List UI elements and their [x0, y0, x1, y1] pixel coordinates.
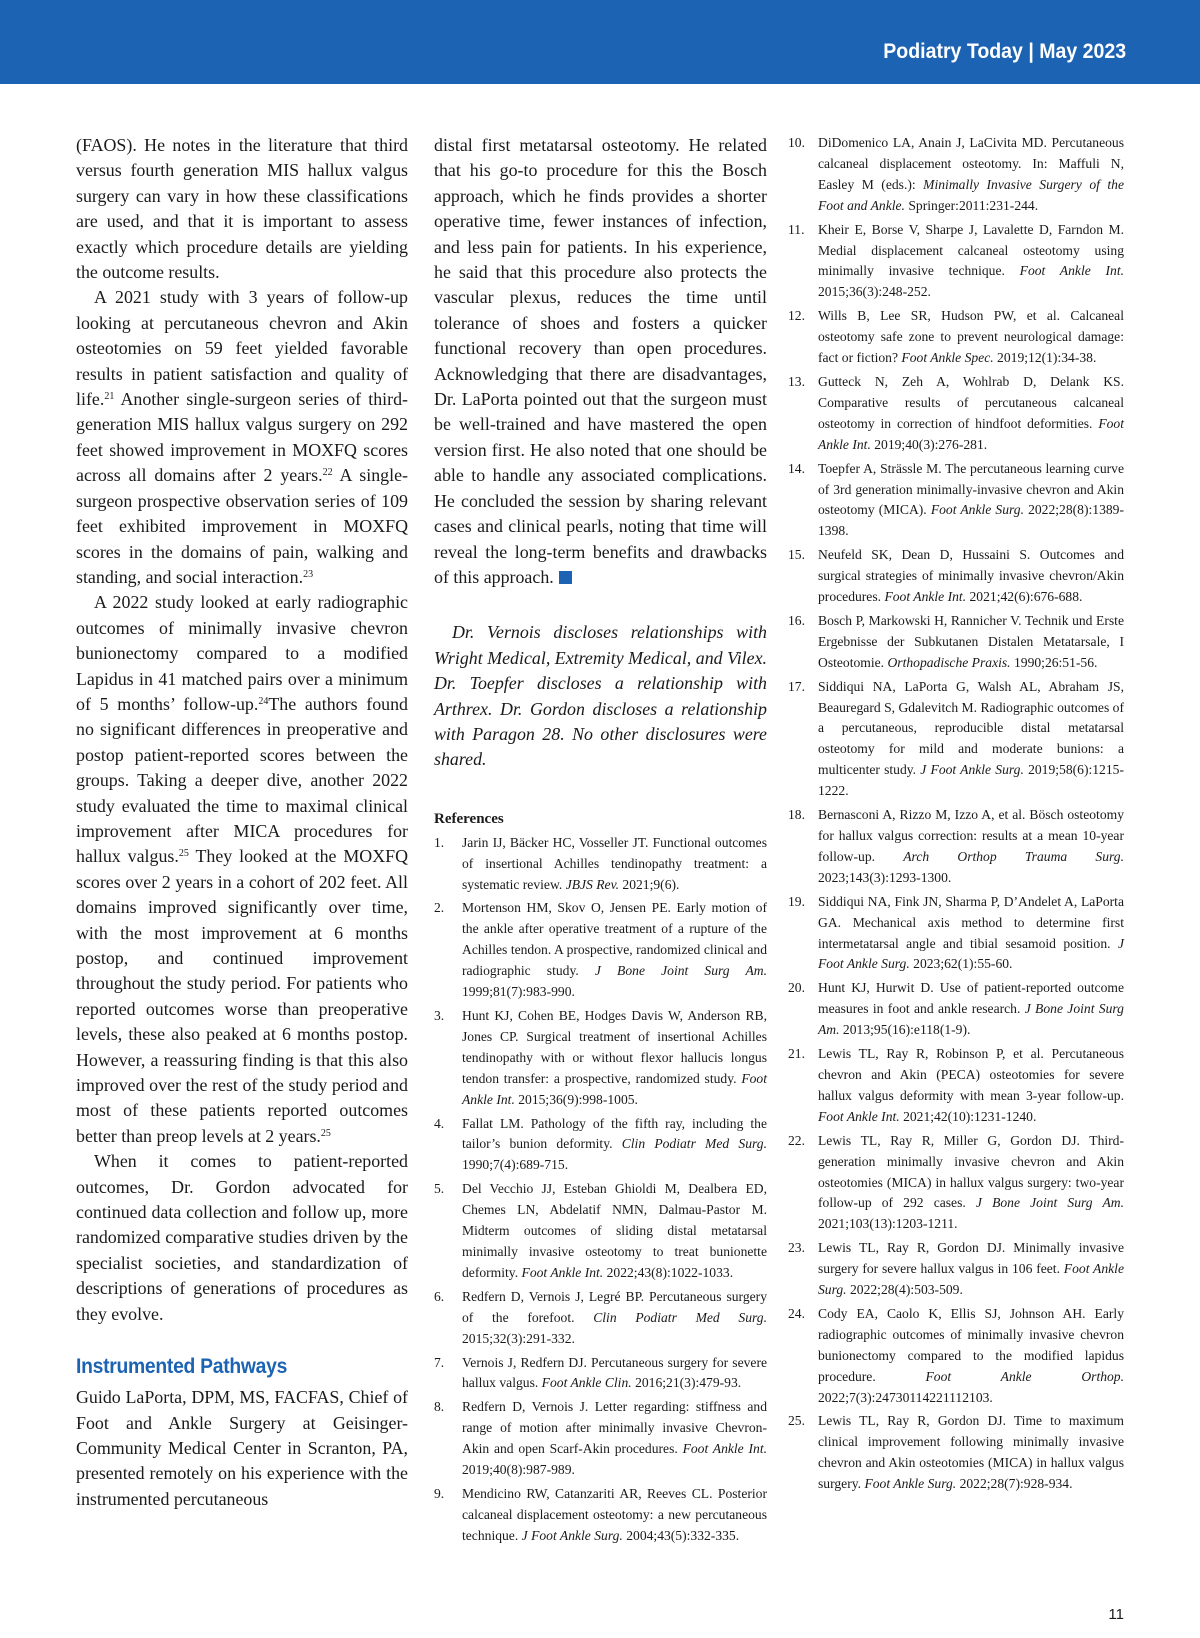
- reference-number: 22.: [788, 1132, 805, 1148]
- reference-item: 4. Fallat LM. Pathology of the fifth ray, including the tailor’s bunion deformity. Clin Podiatr Med Surg. 1990;7(4):689-715.: [434, 1115, 767, 1173]
- page-number: 11: [1108, 1606, 1124, 1623]
- journal-title: Foot Ankle Surg.: [864, 1476, 957, 1492]
- reference-item: 25. Lewis TL, Ray R, Gordon DJ. Time to maximum clinical improvement following minimally invasive chevron and Akin osteotomies (MICA) in hallux valgus surgery. Foot Ankle Surg. 2022;28(7):928-934.: [788, 1413, 1124, 1492]
- citation-superscript: 22: [322, 467, 333, 479]
- reference-item: 6. Redfern D, Vernois J, Legré BP. Percutaneous surgery of the forefoot. Clin Podiatr Med Surg. 2015;32(3):291-332.: [434, 1288, 767, 1346]
- reference-number: 10.: [788, 135, 805, 150]
- reference-number: 12.: [788, 308, 805, 324]
- reference-item: 22. Lewis TL, Ray R, Miller G, Gordon DJ. Third-generation minimally invasive chevron and Akin osteotomies (MICA) in hallux valgus surgery: two-year follow-up of 292 cases. J Bone Joint Surg Am. 2021;103(13):1203-1211.: [788, 1132, 1124, 1232]
- journal-title: Foot Ankle Spec.: [901, 350, 994, 366]
- reference-number: 3.: [434, 1008, 445, 1023]
- reference-number: 4.: [434, 1115, 445, 1131]
- end-of-article-mark: [559, 571, 572, 584]
- journal-title: Orthopadische Praxis.: [887, 654, 1011, 670]
- reference-list: [788, 133, 1124, 1495]
- body-paragraph: A 2022 study looked at early radiographic outcomes of minimally invasive chevron bunionectomy compared to a modified Lapidus in 41 matched pairs over a minimum of 5 months’ follow-up.$^{24}$The authors found no significant differences in preoperative and postop patient-reported scores between the groups. Taking a deeper dive, another 2022 study evaluated the time to maximal clinical improvement after MICA procedures for hallux valgus.$^{25}$ They looked at the MOXFQ scores over 2 years in a cohort of 202 feet. All domains improved significantly over time, with the most improvement at 6 months postop, and continued improvement throughout the study period. For patients who reported outcomes worse than preoperative levels, these also peaked at 6 months postop. However, a reassuring finding is that this also improved over the rest of the study period and most of these patients reported outcomes better than preop levels at 2 years.$^{25}$: [76, 592, 409, 1146]
- journal-title: Foot Ankle Int.: [818, 1108, 900, 1124]
- reference-item: 16. Bosch P, Markowski H, Rannicher V. Technik und Erste Ergebnisse der Subkutanen Distalen Metatarsale, I Osteotomie. Orthopadische Praxis. 1990;26:51-56.: [788, 612, 1124, 670]
- reference-item: 2. Mortenson HM, Skov O, Jensen PE. Early motion of the ankle after operative treatment of a rupture of the Achilles tendon. A prospective, randomized clinical and radiographic study. J Bone Joint Surg Am. 1999;81(7):983-990.: [434, 900, 767, 1000]
- journal-title: Foot Ankle Int.: [682, 1441, 767, 1457]
- body-paragraph: Guido LaPorta, DPM, MS, FACFAS, Chief of Foot and Ankle Surgery at Geisinger-Community Medical Center in Scranton, PA, presented remotely on his experience with the instrumented percutaneous: [76, 1387, 408, 1509]
- body-paragraph: (FAOS). He notes in the literature that third versus fourth generation MIS hallux valgus surgery can vary in how these classifications are used, and that it is important to assess exactly which procedure details are yielding the outcome results.: [76, 135, 408, 283]
- reference-item: 15. Neufeld SK, Dean D, Hussaini S. Outcomes and surgical strategies of minimally invasive chevron/Akin procedures. Foot Ankle Int. 2021;42(6):676-688.: [788, 547, 1124, 605]
- journal-title: J Foot Ankle Surg.: [920, 762, 1024, 778]
- reference-item: 12. Wills B, Lee SR, Hudson PW, et al. Calcaneal osteotomy safe zone to prevent neurological damage: fact or fiction? Foot Ankle Spec. 2019;12(1):34-38.: [788, 308, 1124, 366]
- column-3: [788, 133, 1124, 1498]
- reference-number: 23.: [788, 1240, 805, 1256]
- publication-header: Podiatry Today | May 2023: [883, 40, 1126, 63]
- reference-item: 5. Del Vecchio JJ, Esteban Ghioldi M, Dealbera ED, Chemes LN, Abdelatif NMN, Dalmau-Pastor M. Midterm outcomes of sliding distal metatarsal minimally invasive osteotomy to treat bunionette deformity. Foot Ankle Int. 2022;43(8):1022-1033.: [434, 1181, 767, 1280]
- reference-item: 14. Toepfer A, Strässle M. The percutaneous learning curve of 3rd generation minimally-invasive chevron and Akin osteotomy (MICA). Foot Ankle Surg. 2022;28(8):1389-1398.: [788, 460, 1124, 539]
- journal-title: Foot Ankle Int.: [818, 415, 1124, 452]
- journal-title: J Bone Joint Surg Am.: [818, 1001, 1124, 1038]
- reference-item: 20. Hunt KJ, Hurwit D. Use of patient-reported outcome measures in foot and ankle research. J Bone Joint Surg Am. 2013;95(16):e118(1-9).: [788, 980, 1124, 1038]
- journal-title: Foot Ankle Int.: [1019, 263, 1124, 279]
- reference-number: 8.: [434, 1399, 445, 1415]
- journal-title: Clin Podiatr Med Surg.: [593, 1309, 767, 1325]
- reference-number: 13.: [788, 373, 805, 389]
- reference-item: 17. Siddiqui NA, LaPorta G, Walsh AL, Abraham JS, Beauregard S, Gdalevitch M. Radiographic outcomes of a percutaneous, reproducible distal metatarsal osteotomy for mild and moderate bunions: a multicenter study. J Foot Ankle Surg. 2019;58(6):1215-1222.: [788, 678, 1124, 799]
- body-paragraph: distal first metatarsal osteotomy. He related that his go-to procedure for this the Bosch approach, which he finds provides a shorter operative time, fewer instances of infection, and less pain for patients. In his experience, he said that this procedure also protects the vascular plexus, reduces the time until tolerance of shoes and fosters a quicker functional recovery than open procedures. Acknowledging that there are disadvantages, Dr. LaPorta pointed out that the surgeon must be well-trained and have mastered the open version first. He also noted that one should be able to handle any associated complications. He concluded the session by sharing relevant cases and clinical pearls, noting that time will reveal the long-term benefits and drawbacks of this approach.: [434, 135, 767, 587]
- citation-superscript: 21: [104, 391, 115, 403]
- journal-title: J Foot Ankle Surg.: [818, 935, 1124, 972]
- reference-item: 7. Vernois J, Redfern DJ. Percutaneous surgery for severe hallux valgus. Foot Ankle Clin. 2016;21(3):479-93.: [434, 1354, 767, 1391]
- reference-number: 24.: [788, 1305, 805, 1321]
- journal-title: Foot Ankle Int.: [521, 1264, 604, 1280]
- reference-item: 24. Cody EA, Caolo K, Ellis SJ, Johnson AH. Early radiographic outcomes of minimally invasive chevron bunionectomy compared to the modified lapidus procedure. Foot Ankle Orthop. 2022;7(3):24730114221112103.: [788, 1305, 1125, 1405]
- reference-item: 1. Jarin IJ, Bäcker HC, Vosseller JT. Functional outcomes of insertional Achilles tendinopathy treatment: a systematic review. JBJS Rev. 2021;9(6).: [434, 834, 767, 892]
- reference-number: 16.: [788, 612, 805, 628]
- reference-item: 11. Kheir E, Borse V, Sharpe J, Lavalette D, Farndon M. Medial displacement calcaneal osteotomy using minimally invasive technique. Foot Ankle Int. 2015;36(3):248-252.: [788, 221, 1124, 300]
- reference-item: 10. DiDomenico LA, Anain J, LaCivita MD. Percutaneous calcaneal displacement osteotomy. In: Maffuli N, Easley M (eds.): Minimally Invasive Surgery of the Foot and Ankle. Springer:2011:231-244.: [788, 135, 1124, 213]
- reference-item: 21. Lewis TL, Ray R, Robinson P, et al. Percutaneous chevron and Akin (PECA) osteotomies for severe hallux valgus deformity with mean 3-year follow-up. Foot Ankle Int. 2021;42(10):1231-1240.: [788, 1046, 1124, 1124]
- journal-title: JBJS Rev.: [565, 876, 620, 892]
- journal-title: J Foot Ankle Surg.: [521, 1527, 623, 1543]
- reference-number: 1.: [434, 834, 445, 850]
- reference-number: 18.: [788, 807, 805, 823]
- reference-item: 13. Gutteck N, Zeh A, Wohlrab D, Delank KS. Comparative results of percutaneous calcaneal osteotomy in correction of hindfoot deformities. Foot Ankle Int. 2019;40(3):276-281.: [788, 373, 1124, 452]
- reference-number: 20.: [788, 980, 805, 996]
- references-heading: References: [434, 810, 504, 827]
- journal-title: Minimally Invasive Surgery of the Foot and Ankle.: [818, 176, 1124, 213]
- journal-title: Foot Ankle Surg.: [818, 1261, 1124, 1298]
- journal-title: Foot Ankle Int.: [462, 1070, 767, 1107]
- reference-item: 19. Siddiqui NA, Fink JN, Sharma P, D’Andelet A, LaPorta GA. Mechanical axis method to determine first intermetatarsal angle and tibial sesamoid position. J Foot Ankle Surg. 2023;62(1):55-60.: [788, 893, 1124, 972]
- disclosure-statement: Dr. Vernois discloses relationships with Wright Medical, Extremity Medical, and Vilex. Dr. Toepfer discloses a relationship with Arthrex. Dr. Gordon discloses a relationship with Paragon 28. No other disclosures were shared.: [434, 622, 767, 770]
- citation-superscript: 23: [303, 568, 314, 580]
- citation-superscript: 25: [320, 1127, 331, 1139]
- reference-number: 5.: [434, 1181, 445, 1197]
- reference-item: 3. Hunt KJ, Cohen BE, Hodges Davis W, Anderson RB, Jones CP. Surgical treatment of insertional Achilles tendinopathy with or without flexor hallucis longus tendon transfer: a prospective, randomized study. Foot Ankle Int. 2015;36(9):998-1005.: [434, 1008, 767, 1107]
- reference-number: 2.: [434, 900, 445, 916]
- journal-title: Foot Ankle Surg.: [930, 502, 1024, 518]
- journal-title: J Bone Joint Surg Am.: [594, 963, 767, 979]
- reference-number: 19.: [788, 893, 805, 909]
- header-bar: [0, 0, 1200, 84]
- citation-superscript: 25: [178, 848, 189, 860]
- reference-number: 21.: [788, 1046, 805, 1062]
- reference-number: 7.: [434, 1354, 445, 1370]
- journal-title: Foot Ankle Orthop.: [925, 1368, 1125, 1384]
- reference-item: 9. Mendicino RW, Catanzariti AR, Reeves CL. Posterior calcaneal displacement osteotomy: a new percutaneous technique. J Foot Ankle Surg. 2004;43(5):332-335.: [434, 1485, 767, 1543]
- reference-number: 25.: [788, 1413, 805, 1429]
- reference-item: 18. Bernasconi A, Rizzo M, Izzo A, et al. Bösch osteotomy for hallux valgus correction: results at a mean 10-year follow-up. Arch Orthop Trauma Surg. 2023;143(3):1293-1300.: [788, 807, 1124, 885]
- reference-item: 23. Lewis TL, Ray R, Gordon DJ. Minimally invasive surgery for severe hallux valgus in 106 feet. Foot Ankle Surg. 2022;28(4):503-509.: [788, 1240, 1124, 1298]
- journal-title: Clin Podiatr Med Surg.: [621, 1136, 767, 1152]
- journal-title: Arch Orthop Trauma Surg.: [903, 848, 1124, 864]
- column-2: [434, 133, 767, 1550]
- reference-number: 17.: [788, 678, 805, 694]
- journal-title: Foot Ankle Clin.: [541, 1375, 632, 1391]
- reference-list: [434, 833, 767, 1547]
- body-paragraph: When it comes to patient-reported outcomes, Dr. Gordon advocated for continued data collection and follow up, more randomized comparative studies driven by the specialist societies, and standardization of descriptions of generations of procedures as they evolve.: [76, 1151, 408, 1324]
- reference-number: 15.: [788, 547, 805, 563]
- journal-title: Foot Ankle Int.: [884, 589, 967, 605]
- reference-number: 9.: [434, 1485, 445, 1501]
- citation-superscript: 24: [258, 695, 269, 707]
- reference-number: 6.: [434, 1288, 445, 1304]
- body-paragraph: A 2021 study with 3 years of follow-up looking at percutaneous chevron and Akin osteotomies on 59 feet yielded favorable results in patient satisfaction and quality of life.$^{21}$ Another single-surgeon series of third-generation MIS hallux valgus surgery on 292 feet showed improvement in MOXFQ scores across all domains after 2 years.$^{22}$ A single-surgeon prospective observation series of 109 feet exhibited improvement in MOXFQ scores in the domains of pain, walking and standing, and social interaction.$^{23}$: [76, 287, 408, 587]
- section-heading: Instrumented Pathways: [76, 1355, 288, 1379]
- journal-title: J Bone Joint Surg Am.: [975, 1195, 1124, 1211]
- reference-number: 14.: [788, 460, 805, 476]
- column-1: [76, 133, 408, 1512]
- reference-item: 8. Redfern D, Vernois J. Letter regarding: stiffness and range of motion after minimally invasive Chevron-Akin and open Scarf-Akin procedures. Foot Ankle Int. 2019;40(8):987-989.: [434, 1399, 767, 1478]
- reference-number: 11.: [788, 221, 805, 237]
